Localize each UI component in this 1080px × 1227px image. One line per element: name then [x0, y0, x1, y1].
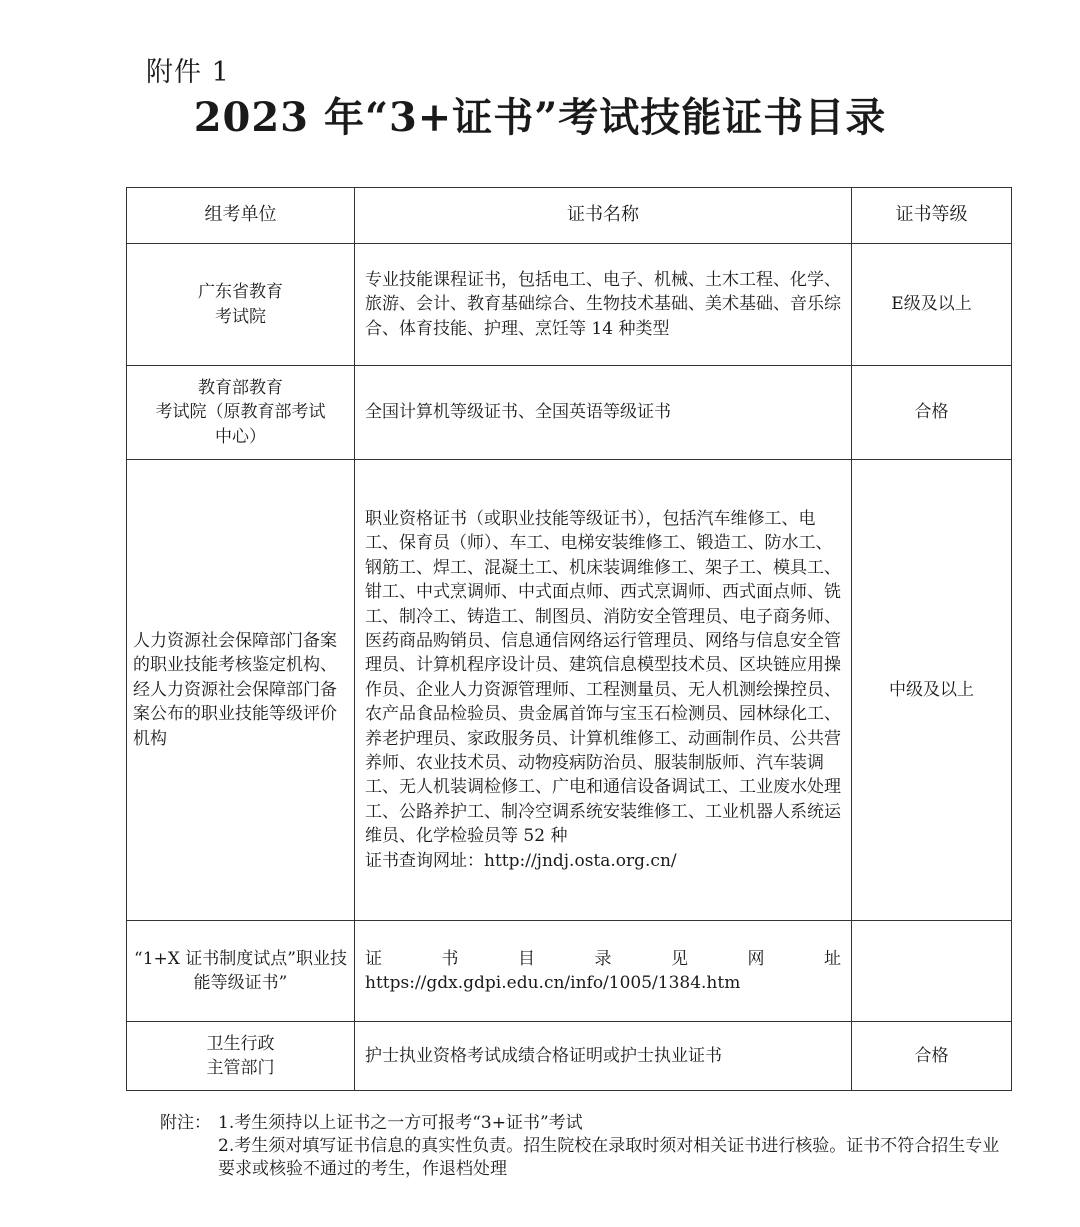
- header-level: 证书等级: [852, 188, 1012, 244]
- url-line: 证书查询网址：http://jndj.osta.org.cn/: [365, 850, 677, 871]
- level-cell: 合格: [852, 366, 1012, 460]
- spread-char: 录: [594, 948, 612, 969]
- table-row: [127, 244, 1012, 366]
- notes: [160, 1112, 1008, 1181]
- unit-cell: “1+X 证书制度试点”职业技能等级证书”: [127, 921, 355, 1022]
- table-row: [127, 921, 1012, 1022]
- name-cell: 专业技能课程证书，包括电工、电子、机械、土木工程、化学、旅游、会计、教育基础综合、生物技术基础、美术基础、音乐综合、体育技能、护理、烹饪等 14 种类型: [355, 244, 852, 366]
- attachment-label: 附件 1: [146, 57, 230, 88]
- page-title: 2023 年“3+证书”考试技能证书目录: [193, 94, 887, 141]
- spread-text: [365, 947, 841, 971]
- spread-char: 址: [824, 948, 841, 969]
- unit-cell: 人力资源社会保障部门备案的职业技能考核鉴定机构、经人力资源社会保障部门备案公布的职业技能等级评价机构: [127, 460, 355, 921]
- level-cell: [852, 921, 1012, 1022]
- name-cell: [355, 921, 852, 1022]
- notes-label: 附注：: [160, 1113, 211, 1133]
- note-item: 2.考生须对填写证书信息的真实性负责。招生院校在录取时须对相关证书进行核验。证书不符合招生专业要求或核验不通过的考生，作退档处理: [218, 1136, 1000, 1179]
- table-row: [127, 460, 1012, 921]
- note-item: 1.考生须持以上证书之一方可报考“3+证书”考试: [218, 1113, 583, 1133]
- header-unit: 组考单位: [127, 188, 355, 244]
- level-cell: 合格: [852, 1022, 1012, 1091]
- header-name: 证书名称: [355, 188, 852, 244]
- name-text: 职业资格证书（或职业技能等级证书），包括汽车维修工、电工、保育员（师）、车工、电梯安装维修工、锻造工、防水工、钢筋工、焊工、混凝土工、机床装调维修工、架子工、模具工、钳工、中式烹调师、中式面点师、西式烹调师、西式面点师、铣工、制冷工、铸造工、制图员、消防安全管理员、电子商务师、医药商品购销员、信息通信网络运行管理员、网络与信息安全管理员、计算机程序设计员、建筑信息模型技术员、区块链应用操作员、企业人力资源管理师、工程测量员、无人机测绘操控员、农产品食品检验员、贵金属首饰与宝玉石检测员、园林绿化工、养老护理员、家政服务员、计算机维修工、动画制作员、公共营养师、农业技术员、动物疫病防治员、服装制版师、汽车装调工、无人机装调检修工、广电和通信设备调试工、工业废水处理工、公路养护工、制冷空调系统安装维修工、工业机器人系统运维员、化学检验员等 52 种: [365, 508, 841, 847]
- spread-char: 见: [671, 948, 688, 969]
- unit-cell: 广东省教育 考试院: [127, 244, 355, 366]
- unit-cell: 卫生行政 主管部门: [127, 1022, 355, 1091]
- name-cell: 护士执业资格考试成绩合格证明或护士执业证书: [355, 1022, 852, 1091]
- table-header-row: [127, 188, 1012, 244]
- certificate-url: https://gdx.gdpi.edu.cn/info/1005/1384.htm: [365, 973, 741, 993]
- level-cell: E级及以上: [852, 244, 1012, 366]
- unit-cell: 教育部教育 考试院（原教育部考试 中心）: [127, 366, 355, 460]
- spread-char: 证: [365, 948, 382, 969]
- table-row: [127, 366, 1012, 460]
- table-row: [127, 1022, 1012, 1091]
- name-cell: [355, 460, 852, 921]
- certificate-table: [126, 187, 1012, 1091]
- spread-char: 网: [747, 948, 765, 969]
- name-cell: 全国计算机等级证书、全国英语等级证书: [355, 366, 852, 460]
- level-cell: 中级及以上: [852, 460, 1012, 921]
- spread-char: 书: [441, 948, 459, 969]
- spread-char: 目: [518, 948, 535, 969]
